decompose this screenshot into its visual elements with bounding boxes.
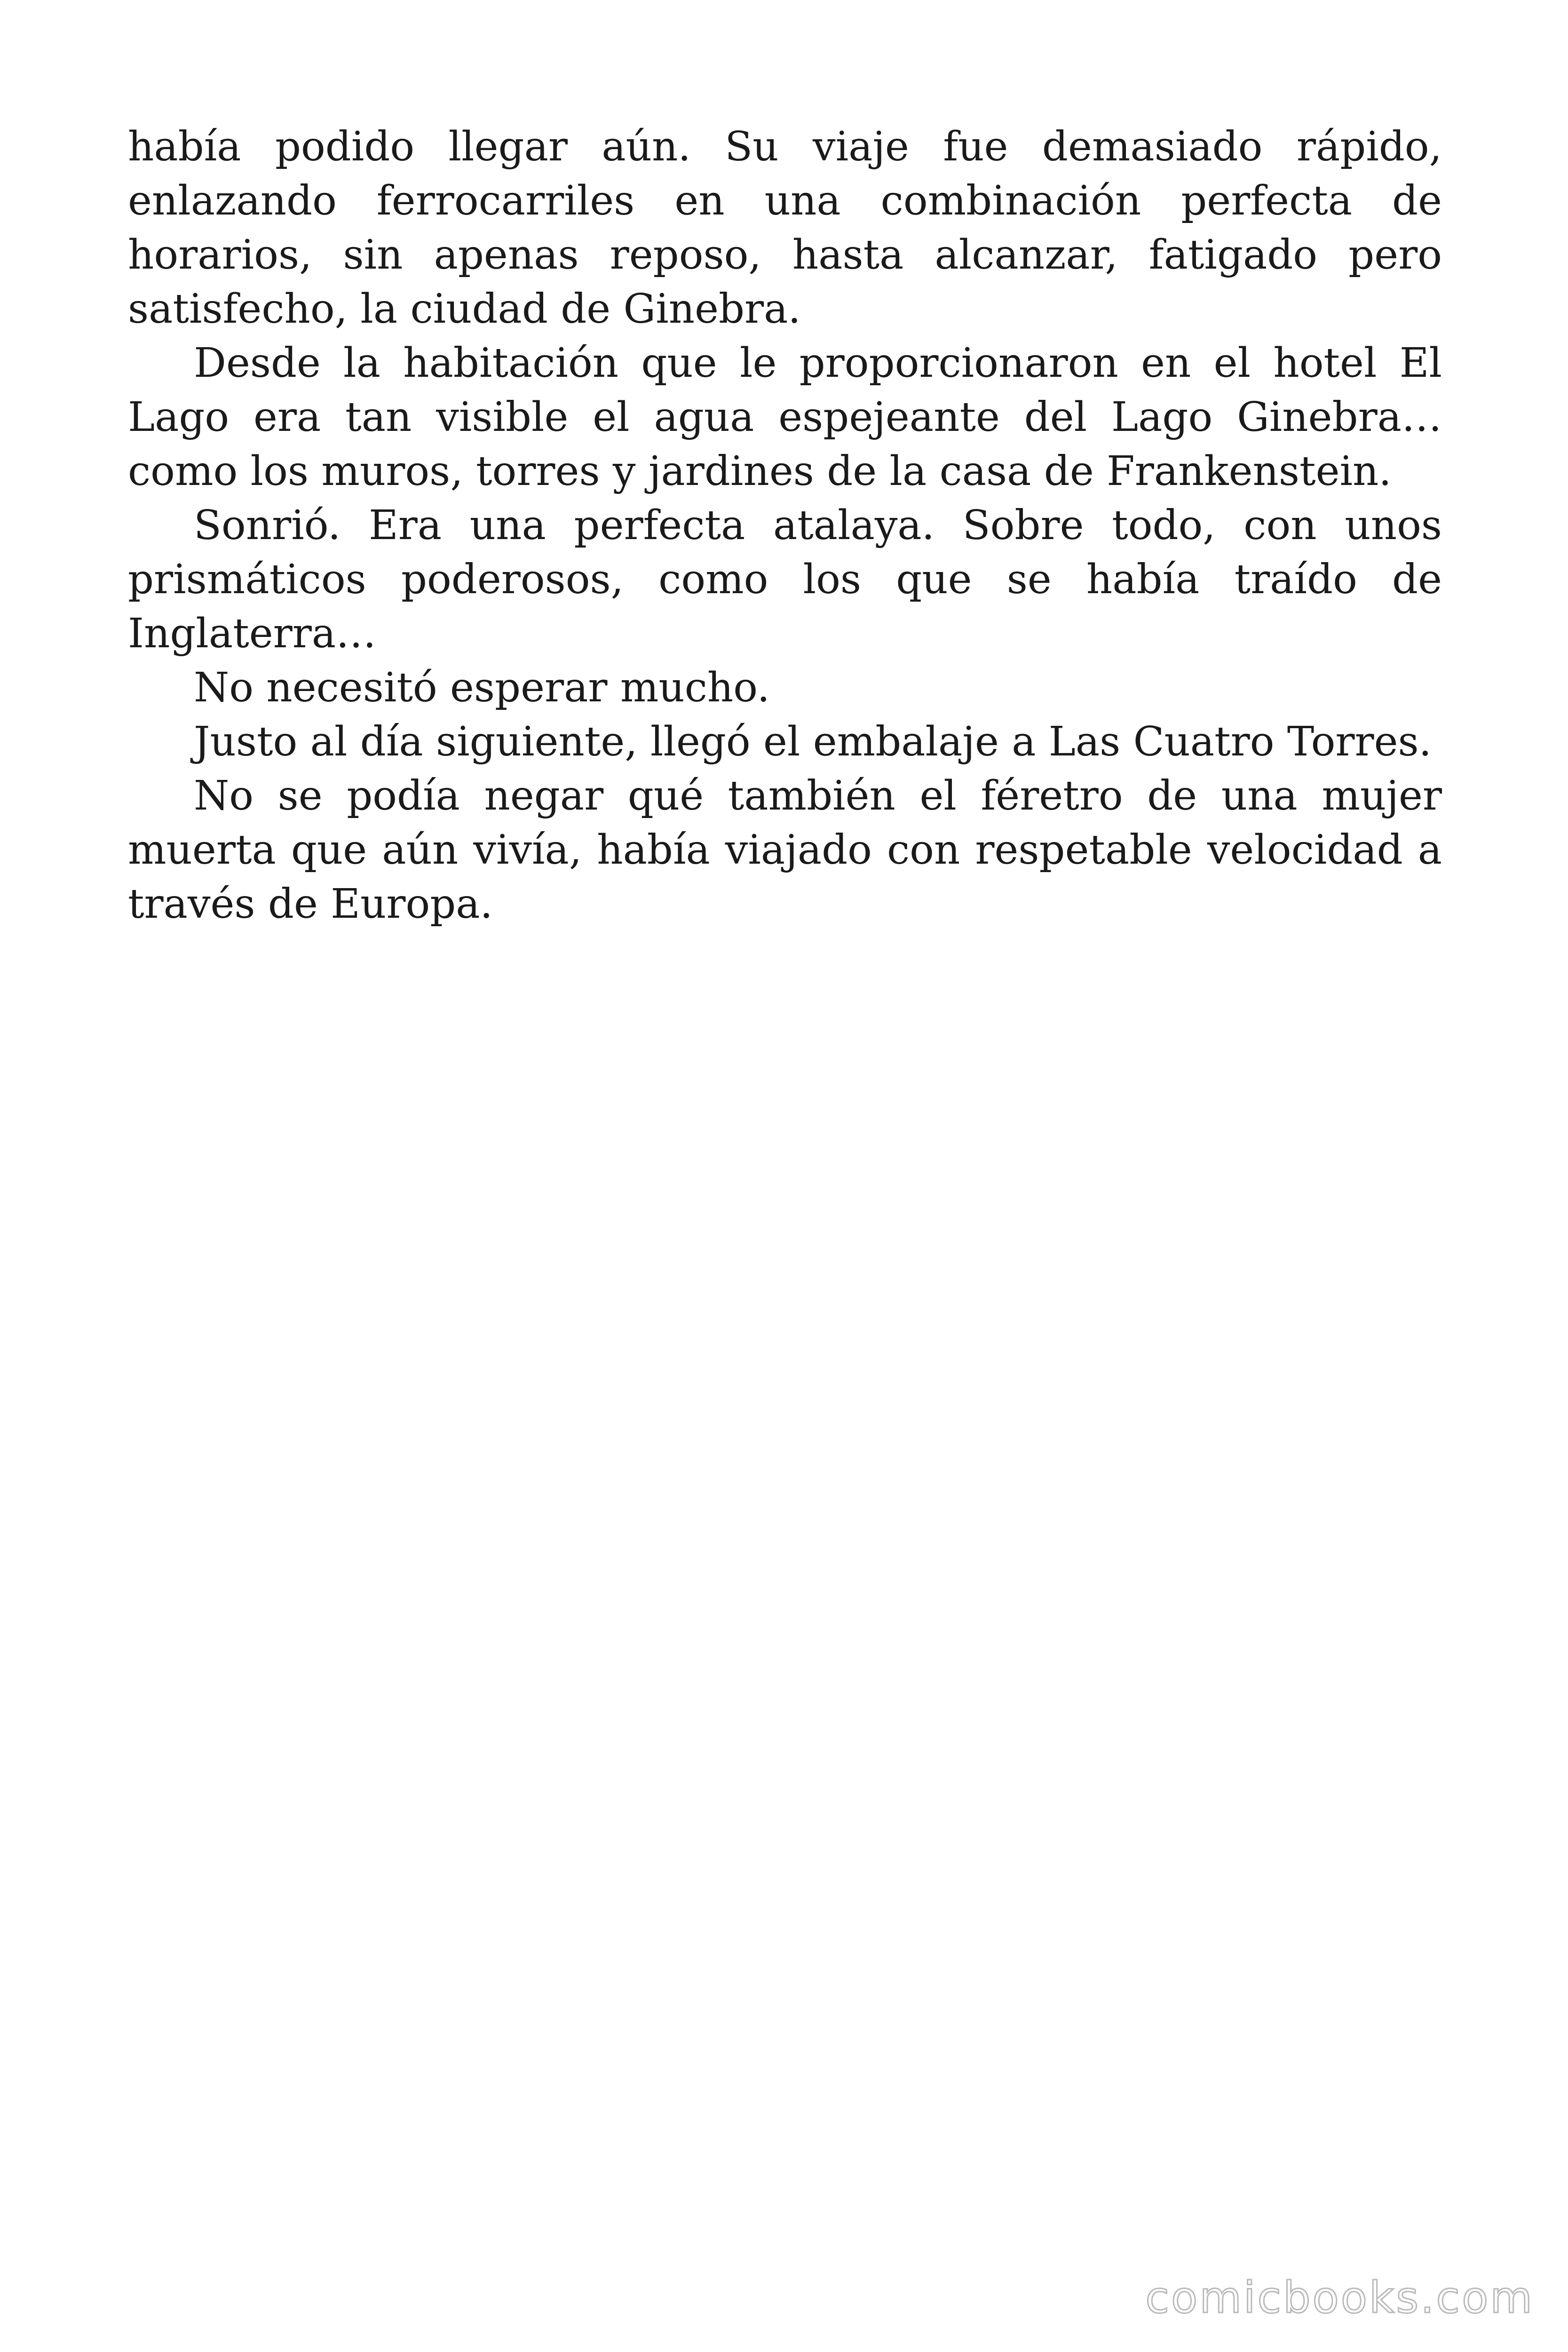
paragraph-continued: había podido llegar aún. Su viaje fue demasiado rápido, enlazando ferrocarriles en una combinación perfecta de horarios, sin apenas reposo, hasta alcanzar, fatigado pero satisfecho, la ciudad de Ginebra.	[128, 123, 1442, 333]
watermark: comicbooks.com	[1145, 2273, 1534, 2323]
paragraph: Desde la habitación que le proporcionaron en el hotel El Lago era tan visible el agua espejeante del Lago Ginebra… como los muros, torres y jardines de la casa de Frankenstein.	[128, 340, 1442, 495]
paragraph: Sonrió. Era una perfecta atalaya. Sobre todo, con unos prismáticos poderosos, como los que se había traído de Inglaterra…	[128, 502, 1442, 657]
paragraph: No necesitó esperar mucho.	[194, 664, 770, 711]
paragraph: Justo al día siguiente, llegó el embalaje a Las Cuatro Torres.	[194, 718, 1432, 765]
body-text	[128, 120, 1442, 931]
paragraph: No se podía negar qué también el féretro de una mujer muerta que aún vivía, había viajado con respetable velocidad a través de Europa.	[128, 772, 1442, 928]
